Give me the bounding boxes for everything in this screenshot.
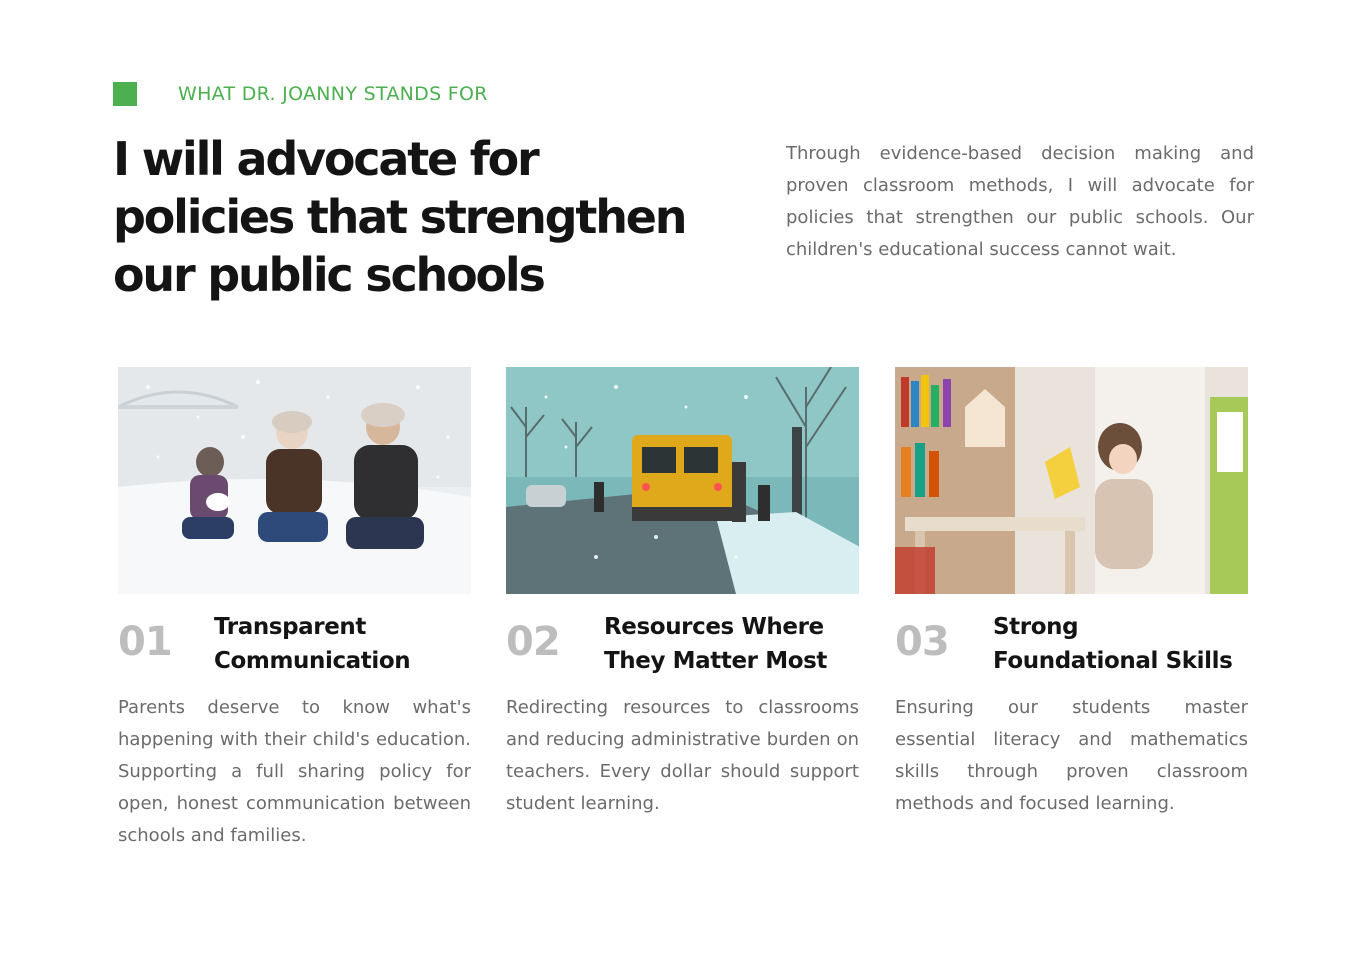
section-eyebrow	[113, 82, 488, 106]
card-description: Ensuring our students master essential literacy and mathematics skills through proven classroom methods and focused learning.	[895, 697, 1248, 814]
card-number: 01	[118, 619, 172, 665]
accent-square	[113, 82, 137, 106]
card-header	[118, 594, 471, 692]
card-description: Redirecting resources to classrooms and reducing administrative burden on teachers. Every dollar should support student learning.	[506, 697, 859, 814]
eyebrow-label: WHAT DR. JOANNY STANDS FOR	[178, 83, 488, 105]
section-headline: I will advocate for policies that strengthen our public schools	[113, 132, 686, 302]
policy-card-transparent-communication	[118, 367, 471, 852]
child-at-desk-image	[895, 367, 1248, 594]
card-number: 02	[506, 619, 560, 665]
section-intro: Through evidence-based decision making and proven classroom methods, I will advocate for policies that strengthen our public schools. Our children's educational success cannot wait.	[786, 143, 1254, 260]
card-description: Parents deserve to know what's happening with their child's education. Supporting a full sharing policy for open, honest communication between schools and families.	[118, 697, 471, 846]
card-header	[506, 594, 859, 692]
family-in-snow-image	[118, 367, 471, 594]
card-number: 03	[895, 619, 949, 665]
school-bus-in-snow-image	[506, 367, 859, 594]
policy-card-foundational-skills	[895, 367, 1248, 820]
card-title: Transparent Communication	[214, 614, 411, 674]
card-title: Strong Foundational Skills	[993, 614, 1233, 674]
card-title: Resources Where They Matter Most	[604, 614, 827, 674]
policy-card-resources	[506, 367, 859, 820]
card-header	[895, 594, 1248, 692]
